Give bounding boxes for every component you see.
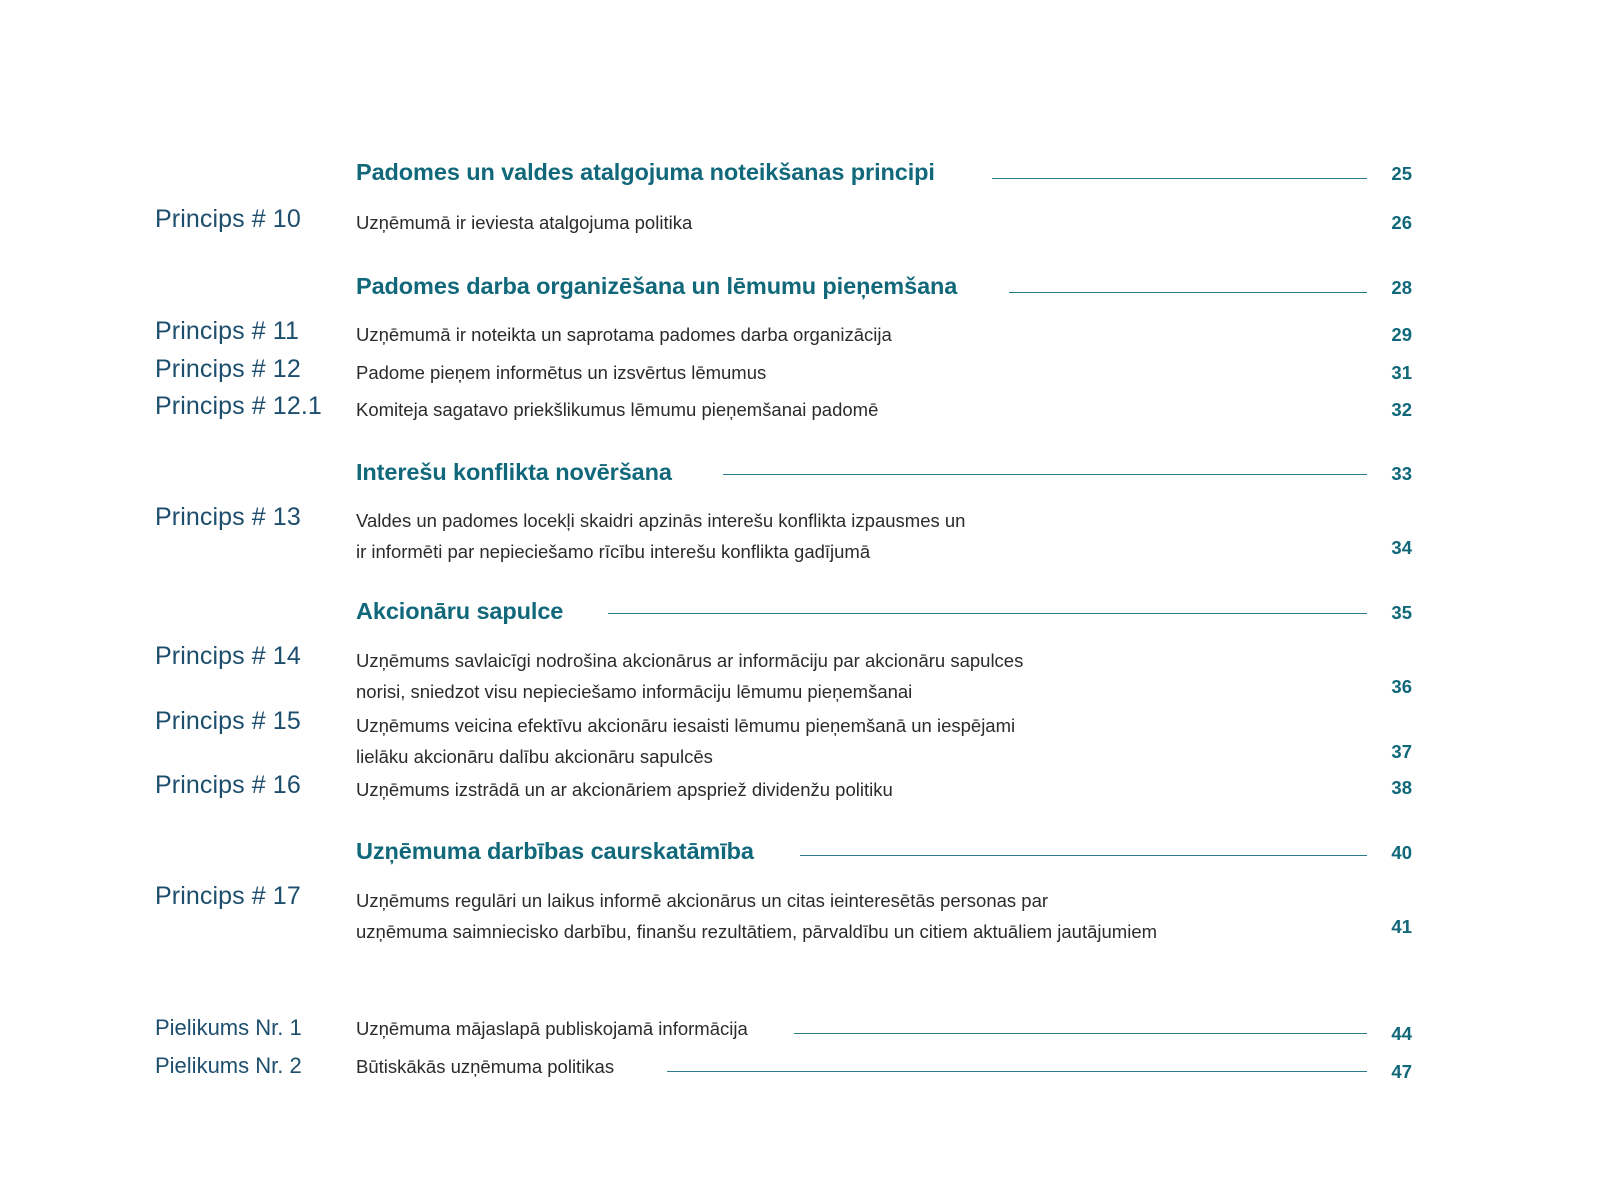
section-heading-section-interesu-konflikts: Interešu konflikta novēršana: [356, 459, 672, 485]
principle-label: Princips # 13: [155, 503, 301, 531]
principle-description-line: uzņēmuma saimniecisko darbību, finanšu rezultātiem, pārvaldību un citiem aktuāliem jautājumiem: [356, 921, 1158, 942]
principle-description: [356, 710, 1356, 772]
section-heading-section-atalgojums: Padomes un valdes atalgojuma noteikšanas principi: [356, 159, 935, 185]
principle-label: Princips # 15: [155, 707, 301, 735]
principle-description-line: lielāku akcionāru dalību akcionāru sapulcēs: [356, 746, 713, 767]
principle-description-line: Uzņēmums izstrādā un ar akcionāriem apspriež dividenžu politiku: [356, 779, 893, 800]
appendix-label: Pielikums Nr. 2: [155, 1053, 302, 1078]
section-heading-section-akcionaru-sapulce: Akcionāru sapulce: [356, 598, 564, 624]
section-rule-section-interesu-konflikts: [723, 474, 1367, 475]
principle-description: [356, 645, 1356, 707]
principle-label: Princips # 12.1: [155, 392, 322, 420]
principle-label: Princips # 16: [155, 771, 301, 799]
principle-description: [356, 505, 1356, 567]
principle-label: Princips # 10: [155, 205, 301, 233]
principle-page-number: 31: [1391, 362, 1412, 383]
principle-description-line: Padome pieņem informētus un izsvērtus lēmumus: [356, 362, 767, 383]
principle-page-number: 41: [1391, 916, 1412, 937]
appendix-rule: [667, 1071, 1367, 1072]
principle-label: Princips # 11: [155, 317, 299, 345]
principle-label: Princips # 14: [155, 642, 301, 670]
principle-label: Princips # 17: [155, 882, 301, 910]
principle-page-number: 26: [1391, 212, 1412, 233]
section-page-number-section-interesu-konflikts: 33: [1391, 463, 1412, 484]
section-rule-section-akcionaru-sapulce: [608, 613, 1367, 614]
principle-description-line: Valdes un padomes locekļi skaidri apzinās interešu konflikta izpausmes un: [356, 510, 966, 531]
principle-description-line: Uzņēmumā ir ieviesta atalgojuma politika: [356, 212, 693, 233]
appendix-page-number: 44: [1391, 1023, 1412, 1044]
principle-description: [356, 207, 1356, 238]
principle-page-number: 29: [1391, 324, 1412, 345]
principle-description: [356, 774, 1356, 805]
principle-description-line: Komiteja sagatavo priekšlikumus lēmumu pieņemšanai padomē: [356, 399, 879, 420]
principle-page-number: 32: [1391, 399, 1412, 420]
principle-description-line: Uzņēmums regulāri un laikus informē akcionārus un citas ieinteresētās personas par: [356, 890, 1049, 911]
appendix-label: Pielikums Nr. 1: [155, 1015, 302, 1040]
section-page-number-section-padomes-darbs: 28: [1391, 277, 1412, 298]
principle-description: [356, 394, 1356, 425]
principle-page-number: 34: [1391, 537, 1412, 558]
appendix-description: Būtiskākās uzņēmuma politikas: [356, 1056, 615, 1077]
principle-description-line: ir informēti par nepieciešamo rīcību interešu konflikta gadījumā: [356, 541, 871, 562]
section-heading-section-caurskatamiba: Uzņēmuma darbības caurskatāmība: [356, 838, 754, 864]
principle-description: [356, 885, 1356, 947]
appendix-page-number: 47: [1391, 1061, 1412, 1082]
principle-description: [356, 357, 1356, 388]
principle-description-line: Uzņēmumā ir noteikta un saprotama padomes darba organizācija: [356, 324, 892, 345]
principle-description-line: norisi, sniedzot visu nepieciešamo informāciju lēmumu pieņemšanai: [356, 681, 913, 702]
principle-page-number: 38: [1391, 777, 1412, 798]
principle-page-number: 36: [1391, 676, 1412, 697]
principle-description: [356, 319, 1356, 350]
section-page-number-section-caurskatamiba: 40: [1391, 842, 1412, 863]
principle-label: Princips # 12: [155, 355, 301, 383]
appendix-rule: [794, 1033, 1367, 1034]
principle-page-number: 37: [1391, 741, 1412, 762]
section-rule-section-caurskatamiba: [800, 855, 1367, 856]
section-page-number-section-akcionaru-sapulce: 35: [1391, 602, 1412, 623]
appendix-description: Uzņēmuma mājaslapā publiskojamā informācija: [356, 1018, 748, 1039]
section-page-number-section-atalgojums: 25: [1391, 163, 1412, 184]
section-heading-section-padomes-darbs: Padomes darba organizēšana un lēmumu pieņemšana: [356, 273, 958, 299]
principle-description-line: Uzņēmums savlaicīgi nodrošina akcionārus ar informāciju par akcionāru sapulces: [356, 650, 1024, 671]
principle-description-line: Uzņēmums veicina efektīvu akcionāru iesaisti lēmumu pieņemšanā un iespējami: [356, 715, 1016, 736]
